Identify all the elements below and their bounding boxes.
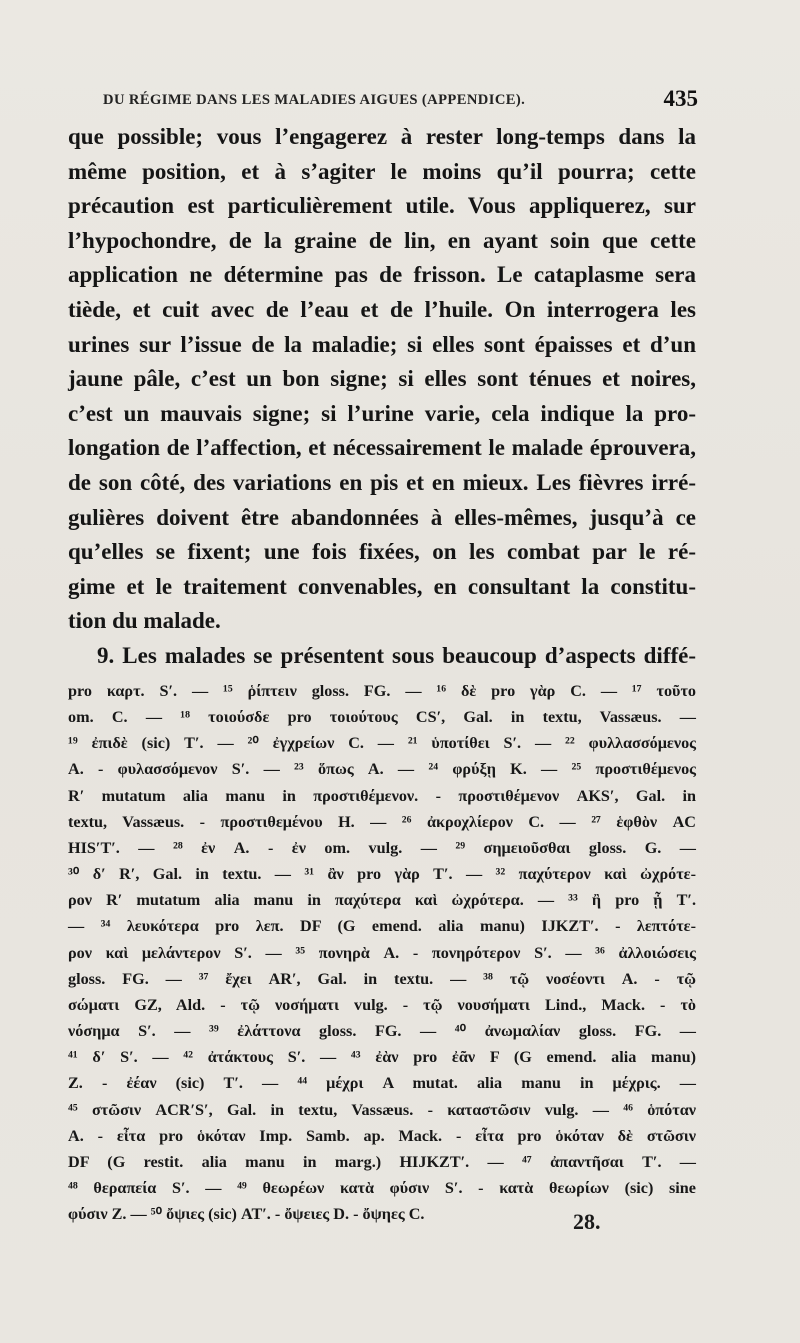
text-line: c’est un mauvais signe; si l’urine varie, cela indique la pro- bbox=[68, 400, 696, 426]
text-line: longation de l’affection, et nécessairement le malade éprouvera, bbox=[68, 435, 696, 461]
page-number: 435 bbox=[663, 86, 698, 111]
footnote-line: ⁴⁵ στῶσιν ACR′S′, Gal. in textu, Vassæus. - καταστῶσιν vulg. — ⁴⁶ ὁπόταν bbox=[68, 1100, 696, 1119]
footnote-line: ⁴¹ δ′ S′. — ⁴² ἀτάκτους S′. — ⁴³ ἐὰν pro ἐᾶν F (G emend. alia manu) bbox=[68, 1048, 696, 1067]
text-line: gulières doivent être abandonnées à elles-mêmes, jusqu’à ce bbox=[68, 504, 696, 530]
text-line: tion du malade. bbox=[68, 608, 221, 634]
signature-mark: 28. bbox=[573, 1209, 601, 1234]
footnote-line: φύσιν Z. — ⁵⁰ ὄψιες (sic) AT′. - ὄψειες D. - ὄψηες C. bbox=[68, 1205, 425, 1224]
main-text-body bbox=[68, 120, 696, 674]
text-line: même position, et à s’agiter le moins qu’il pourra; cette bbox=[68, 158, 696, 184]
running-title: DU RÉGIME DANS LES MALADIES AIGUES (APPENDICE). bbox=[103, 92, 526, 108]
text-line: l’hypochondre, de la graine de lin, en ayant soin que cette bbox=[68, 227, 696, 253]
footnote-line: ρον R′ mutatum alia manu in παχύτερα καὶ ὠχρότερα. — ³³ ἢ pro ᾖ T′. bbox=[68, 891, 696, 910]
text-line: de son côté, des variations en pis et en mieux. Les fièvres irré- bbox=[68, 469, 696, 495]
footnote-line: DF (G restit. alia manu in marg.) HIJKZT′. — ⁴⁷ ἀπαντῆσαι T′. — bbox=[68, 1152, 696, 1171]
footnote-line: A. - φυλασσόμενον S′. — ²³ ὅπως A. — ²⁴ φρύξῃ K. — ²⁵ προστιθέμενος bbox=[68, 760, 696, 779]
footnote-line: gloss. FG. — ³⁷ ἔχει AR′, Gal. in textu. — ³⁸ τῷ νοσέοντι A. - τῷ bbox=[68, 969, 696, 988]
footnote-line: om. C. — ¹⁸ τοιούσδε pro τοιούτους CS′, Gal. in textu, Vassæus. — bbox=[68, 708, 696, 727]
text-line: tiède, et cuit avec de l’eau et de l’huile. On interrogera les bbox=[68, 296, 696, 322]
footnote-line: R′ mutatum alia manu in προστιθέμενον. - προστιθέμενον AKS′, Gal. in bbox=[68, 786, 696, 805]
text-line: précaution est particulièrement utile. Vous appliquerez, sur bbox=[68, 193, 696, 219]
footnote-line: textu, Vassæus. - προστιθεμένου H. — ²⁶ ἀκροχλίερον C. — ²⁷ ἑφθὸν AC bbox=[68, 812, 696, 831]
footnote-line: Z. - ἐέαν (sic) T′. — ⁴⁴ μέχρι A mutat. alia manu in μέχρις. — bbox=[68, 1074, 696, 1093]
text-line: gime et le traitement convenables, en consultant la constitu- bbox=[68, 573, 696, 599]
text-line: urines sur l’issue de la maladie; si elles sont épaisses et d’un bbox=[68, 331, 696, 357]
text-line: jaune pâle, c’est un bon signe; si elles sont ténues et noires, bbox=[68, 366, 696, 392]
footnote-line: pro καρτ. S′. — ¹⁵ ῥίπτειν gloss. FG. — ¹⁶ δὲ pro γὰρ C. — ¹⁷ τοῦτο bbox=[68, 682, 696, 700]
paragraph-start-line: 9. Les malades se présentent sous beaucoup d’aspects diffé- bbox=[97, 642, 696, 668]
footnote-line: ρον καὶ μελάντερον S′. — ³⁵ πονηρὰ A. - πονηρότερον S′. — ³⁶ ἀλλοιώσεις bbox=[68, 943, 696, 962]
footnote-line: νόσημα S′. — ³⁹ ἐλάττονα gloss. FG. — ⁴⁰ ἀνωμαλίαν gloss. FG. — bbox=[68, 1022, 696, 1041]
text-line: application ne détermine pas de frisson. Le cataplasme sera bbox=[68, 262, 696, 288]
footnote-line: ¹⁹ ἐπιδὲ (sic) T′. — ²⁰ ἐγχρείων C. — ²¹ ὑποτίθει S′. — ²² φυλλασσόμενος bbox=[68, 734, 696, 753]
footnote-line: HIS′T′. — ²⁸ ἐν A. - ἐν om. vulg. — ²⁹ σημειοῦσθαι gloss. G. — bbox=[68, 838, 696, 857]
footnotes bbox=[68, 678, 696, 1227]
footnote-line: — ³⁴ λευκότερα pro λεπ. DF (G emend. alia manu) IJKZT′. - λεπτότε- bbox=[68, 917, 696, 936]
text-line: que possible; vous l’engagerez à rester long-temps dans la bbox=[68, 124, 696, 149]
footnote-line: ⁴⁸ θεραπεία S′. — ⁴⁹ θεωρέων κατὰ φύσιν S′. - κατὰ θεωρίων (sic) sine bbox=[68, 1178, 696, 1197]
page-header bbox=[103, 88, 698, 118]
footnote-line: ³⁰ δ′ R′, Gal. in textu. — ³¹ ἂν pro γὰρ T′. — ³² παχύτερον καὶ ὠχρότε- bbox=[68, 865, 696, 884]
footnote-line: σώματι GZ, Ald. - τῷ νοσήματι vulg. - τῷ νουσήματι Lind., Mack. - τὸ bbox=[68, 995, 696, 1014]
text-line: qu’elles se fixent; une fois fixées, on les combat par le ré- bbox=[68, 539, 696, 565]
footnote-line: A. - εἶτα pro ὁκόταν Imp. Samb. ap. Mack. - εἶτα pro ὁκόταν δὲ στῶσιν bbox=[68, 1126, 696, 1145]
